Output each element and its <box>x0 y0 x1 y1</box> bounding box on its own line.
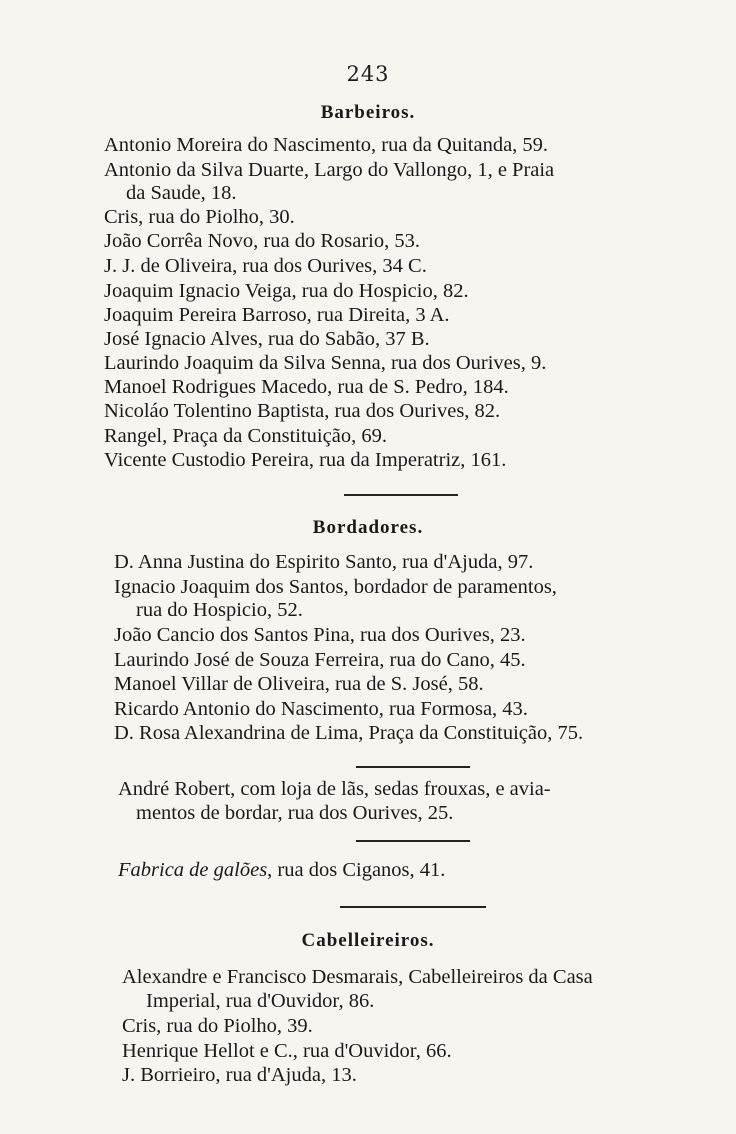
list-item: Henrique Hellot e C., rua d'Ouvidor, 66. <box>122 1040 452 1062</box>
list-item: Ricardo Antonio do Nascimento, rua Formosa, 43. <box>114 698 528 720</box>
list-item: Joaquim Ignacio Veiga, rua do Hospicio, 82. <box>104 280 469 302</box>
list-item: Antonio da Silva Duarte, Largo do Vallongo, 1, e Praia <box>104 159 555 181</box>
list-item: Vicente Custodio Pereira, rua da Imperatriz, 161. <box>104 449 507 471</box>
section-divider <box>356 766 470 768</box>
list-item: D. Anna Justina do Espirito Santo, rua d'Ajuda, 97. <box>114 551 534 573</box>
list-item: Joaquim Pereira Barroso, rua Direita, 3 A. <box>104 304 450 326</box>
list-item: João Corrêa Novo, rua do Rosario, 53. <box>104 230 420 252</box>
list-item: Cris, rua do Piolho, 30. <box>104 206 295 228</box>
list-item: rua do Hospicio, 52. <box>136 599 303 621</box>
list-item: D. Rosa Alexandrina de Lima, Praça da Constituição, 75. <box>114 722 584 744</box>
list-item: Laurindo José de Souza Ferreira, rua do Cano, 45. <box>114 649 526 671</box>
list-item: J. Borrieiro, rua d'Ajuda, 13. <box>122 1064 357 1086</box>
section-divider <box>340 906 486 908</box>
section-heading-barbeiros: Barbeiros. <box>320 102 416 123</box>
list-item: Cris, rua do Piolho, 39. <box>122 1015 313 1037</box>
list-item: Laurindo Joaquim da Silva Senna, rua dos Ourives, 9. <box>104 352 547 374</box>
list-item: João Cancio dos Santos Pina, rua dos Ourives, 23. <box>114 624 526 646</box>
list-item: Manoel Villar de Oliveira, rua de S. José, 58. <box>114 673 484 695</box>
section-heading-bordadores: Bordadores. <box>312 517 424 538</box>
fabrica-entry <box>118 858 445 882</box>
section-heading-cabelleireiros: Cabelleireiros. <box>301 930 435 951</box>
fabrica-address: , rua dos Ciganos, 41. <box>267 859 446 881</box>
list-item: Ignacio Joaquim dos Santos, bordador de paramentos, <box>114 576 557 598</box>
list-item: Nicoláo Tolentino Baptista, rua dos Ourives, 82. <box>104 400 501 422</box>
list-item: Imperial, rua d'Ouvidor, 86. <box>146 990 375 1012</box>
list-item: Rangel, Praça da Constituição, 69. <box>104 425 387 447</box>
list-item: mentos de bordar, rua dos Ourives, 25. <box>136 802 454 824</box>
list-item: Alexandre e Francisco Desmarais, Cabelleireiros da Casa <box>122 966 593 988</box>
list-item: José Ignacio Alves, rua do Sabão, 37 B. <box>104 328 430 350</box>
fabrica-label: Fabrica de galões <box>118 859 268 881</box>
list-item: Manoel Rodrigues Macedo, rua de S. Pedro, 184. <box>104 376 509 398</box>
section-divider <box>344 494 458 496</box>
list-item: Antonio Moreira do Nascimento, rua da Quitanda, 59. <box>104 134 549 156</box>
page-number: 243 <box>346 62 390 86</box>
list-item: André Robert, com loja de lãs, sedas frouxas, e avia- <box>118 778 551 800</box>
section-divider <box>356 840 470 842</box>
list-item: J. J. de Oliveira, rua dos Ourives, 34 C. <box>104 255 427 277</box>
list-item: da Saude, 18. <box>126 182 237 204</box>
